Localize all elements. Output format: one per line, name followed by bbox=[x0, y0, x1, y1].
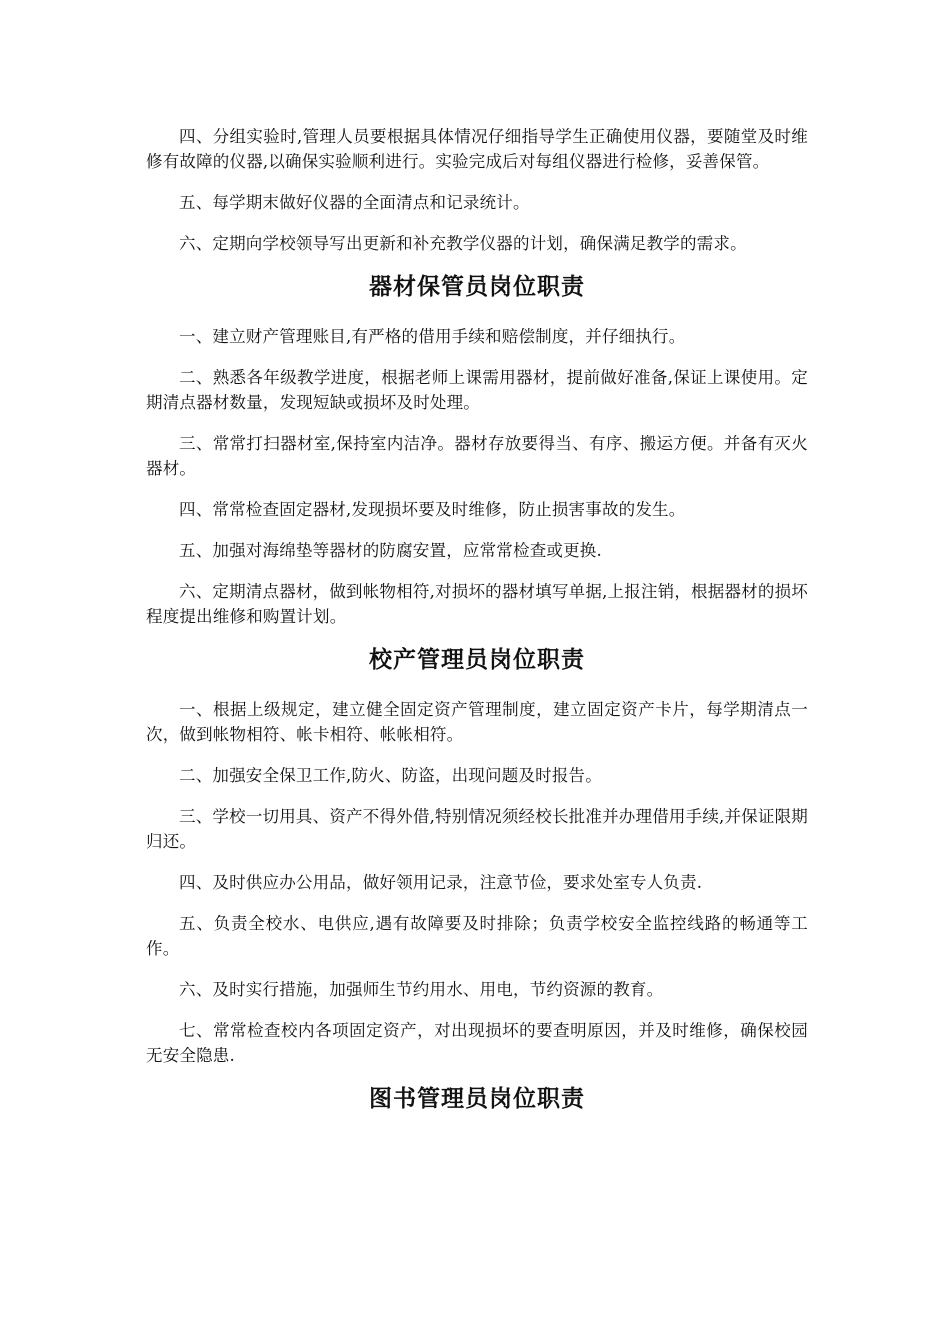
paragraph: 四、及时供应办公用品，做好领用记录，注意节俭，要求处室专人负责. bbox=[179, 873, 703, 892]
paragraph: 六、定期向学校领导写出更新和补充教学仪器的计划，确保满足教学的需求。 bbox=[179, 234, 747, 253]
section-title-librarian: 图书管理员岗位职责 bbox=[369, 1085, 585, 1112]
paragraph: 三、常常打扫器材室,保持室内洁净。器材存放要得当、有序、搬运方便。并备有灭火器材。 bbox=[146, 434, 808, 478]
paragraph: 四、分组实验时,管理人员要根据具体情况仔细指导学生正确使用仪器，要随堂及时维修有故障的仪器,以确保实验顺利进行。实验完成后对每组仪器进行检修，妥善保管。 bbox=[146, 127, 808, 171]
section-title-equipment-keeper: 器材保管员岗位职责 bbox=[369, 273, 585, 300]
paragraph: 一、根据上级规定，建立健全固定资产管理制度，建立固定资产卡片，每学期清点一次，做到帐物相符、帐卡相符、帐帐相符。 bbox=[146, 700, 808, 744]
paragraph: 三、学校一切用具、资产不得外借,特别情况须经校长批准并办理借用手续,并保证限期归还。 bbox=[146, 807, 808, 851]
paragraph: 六、定期清点器材，做到帐物相符,对损坏的器材填写单据,上报注销，根据器材的损坏程度提出维修和购置计划。 bbox=[146, 582, 808, 626]
paragraph: 五、每学期末做好仪器的全面清点和记录统计。 bbox=[179, 193, 530, 212]
paragraph: 二、熟悉各年级教学进度，根据老师上课需用器材，提前做好准备,保证上课使用。定期清点器材数量，发现短缺或损坏及时处理。 bbox=[146, 368, 808, 412]
section-title-school-property: 校产管理员岗位职责 bbox=[369, 646, 585, 673]
paragraph: 五、负责全校水、电供应,遇有故障要及时排除；负责学校安全监控线路的畅通等工作。 bbox=[146, 914, 808, 958]
paragraph: 五、加强对海绵垫等器材的防腐安置，应常常检查或更换. bbox=[179, 541, 602, 560]
paragraph: 二、加强安全保卫工作,防火、防盗，出现问题及时报告。 bbox=[179, 766, 602, 785]
paragraph: 六、及时实行措施，加强师生节约用水、用电，节约资源的教育。 bbox=[179, 980, 664, 999]
paragraph: 四、常常检查固定器材,发现损坏要及时维修，防止损害事故的发生。 bbox=[179, 500, 686, 519]
document-page bbox=[146, 124, 808, 1136]
paragraph: 七、常常检查校内各项固定资产，对出现损坏的要查明原因，并及时维修，确保校园无安全隐患. bbox=[146, 1021, 808, 1065]
paragraph: 一、建立财产管理账目,有严格的借用手续和赔偿制度，并仔细执行。 bbox=[179, 327, 686, 346]
